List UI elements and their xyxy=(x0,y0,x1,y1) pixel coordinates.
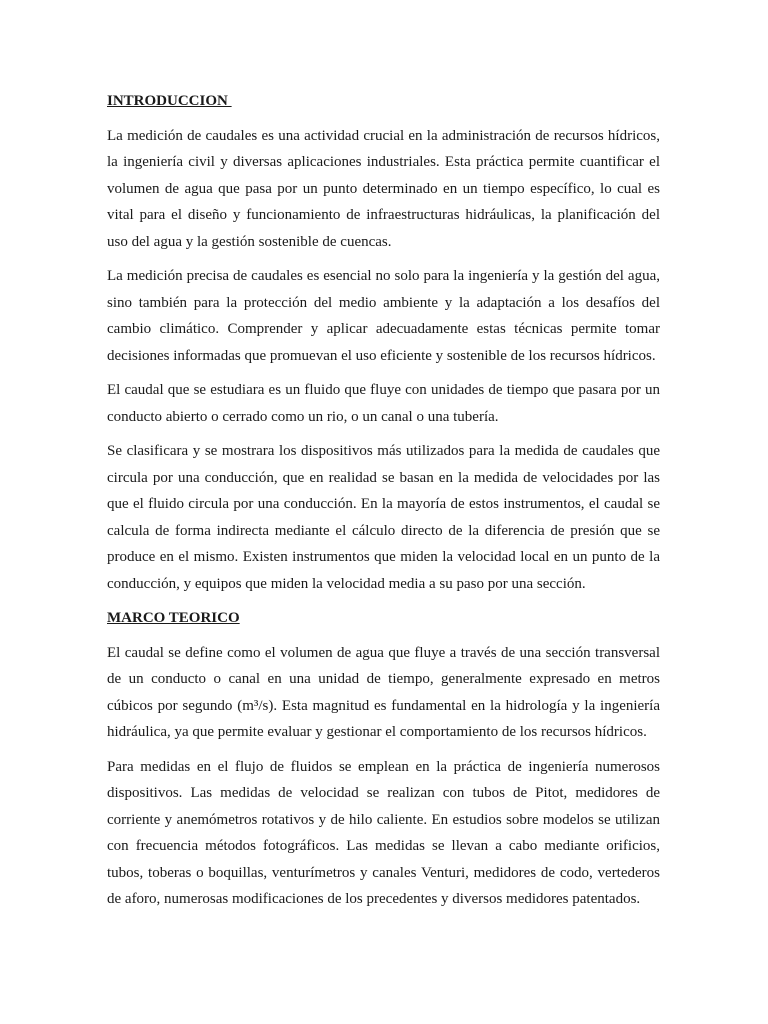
intro-paragraph-3: El caudal que se estudiara es un fluido que fluye con unidades de tiempo que pasara por un conducto abierto o cerrado como un rio, o un canal o una tubería. xyxy=(107,382,660,425)
document-page xyxy=(107,88,660,921)
marco-paragraph-2: Para medidas en el flujo de fluidos se emplean en la práctica de ingeniería numerosos dispositivos. Las medidas de velocidad se realizan con tubos de Pitot, medidores de corriente y anemómetros rotativos y de hilo caliente. En estudios sobre modelos se utilizan con frecuencia métodos fotográficos. Las medidas se llevan a cabo mediante orificios, tubos, toberas o boquillas, venturímetros y canales Venturi, medidores de codo, vertederos de aforo, numerosas modificaciones de los precedentes y diversos medidores patentados. xyxy=(107,758,660,907)
intro-paragraph-2: La medición precisa de caudales es esencial no solo para la ingeniería y la gestión del agua, sino también para la protección del medio ambiente y la adaptación a los desafíos del cambio climático. Comprender y aplicar adecuadamente estas técnicas permite tomar decisiones informadas que promuevan el uso eficiente y sostenible de los recursos hídricos. xyxy=(107,268,660,364)
intro-paragraph-4: Se clasificara y se mostrara los dispositivos más utilizados para la medida de caudales que circula por una conducción, que en realidad se basan en la medida de velocidades por las que el fluido circula por una conducción. En la mayoría de estos instrumentos, el caudal se calcula de forma indirecta mediante el cálculo directo de la diferencia de presión que se produce en el mismo. Existen instrumentos que miden la velocidad local en un punto de la conducción, y equipos que miden la velocidad media a su paso por una sección. xyxy=(107,443,660,592)
marco-paragraph-1: El caudal se define como el volumen de agua que fluye a través de una sección transversal de un conducto o canal en una unidad de tiempo, generalmente expresado en metros cúbicos por segundo (m³/s). Esta magnitud es fundamental en la hidrología y la ingeniería hidráulica, ya que permite evaluar y gestionar el comportamiento de los recursos hídricos. xyxy=(107,644,660,740)
section-heading-marco-teorico: MARCO TEORICO xyxy=(107,610,240,626)
intro-paragraph-1: La medición de caudales es una actividad crucial en la administración de recursos hídricos, la ingeniería civil y diversas aplicaciones industriales. Esta práctica permite cuantificar el volumen de agua que pasa por un punto determinado en un tiempo específico, lo cual es vital para el diseño y funcionamiento de infraestructuras hidráulicas, la planificación del uso del agua y la gestión sostenible de cuencas. xyxy=(107,127,660,250)
section-heading-introduccion: INTRODUCCION xyxy=(107,93,232,109)
